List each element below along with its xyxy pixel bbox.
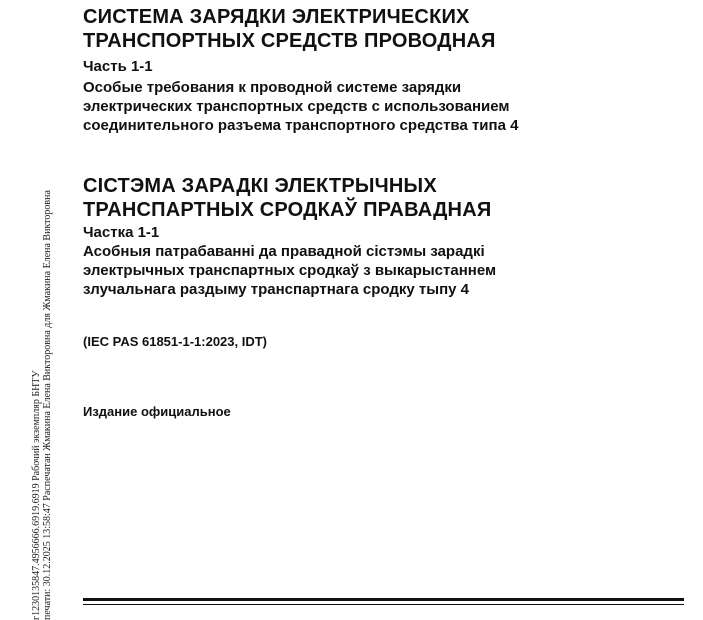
footer-divider-thick — [83, 598, 684, 601]
side-stamp-line-1: г1230135847.4956666.6919.6919 Рабочий экземпляр БНТУ — [31, 370, 42, 620]
belarusian-subtitle — [83, 242, 496, 299]
footer-divider-thin — [83, 604, 684, 605]
belarusian-title-line-2: ТРАНСПАРТНЫХ СРОДКАЎ ПРАВАДНАЯ — [83, 199, 492, 221]
russian-title-line-2: ТРАНСПОРТНЫХ СРЕДСТВ ПРОВОДНАЯ — [83, 30, 496, 52]
belarusian-title-line-1: СІСТЭМА ЗАРАДКІ ЭЛЕКТРЫЧНЫХ — [83, 175, 437, 197]
belarusian-subtitle-line-2: электрычных транспартных сродкаў з выкарыстаннем — [83, 262, 497, 279]
belarusian-part-label: Частка 1-1 — [83, 224, 160, 241]
russian-title-line-1: СИСТЕМА ЗАРЯДКИ ЭЛЕКТРИЧЕСКИХ — [83, 6, 470, 28]
belarusian-subtitle-line-1: Асобныя патрабаванні да правадной сістэмы зарадкі — [83, 243, 485, 260]
russian-subtitle-line-1: Особые требования к проводной системе зарядки — [83, 79, 462, 96]
belarusian-title — [83, 174, 491, 222]
edition-label: Издание официальное — [83, 404, 231, 419]
russian-part-label: Часть 1-1 — [83, 58, 153, 75]
belarusian-subtitle-line-3: злучальнага раздыму транспартнага сродку тыпу 4 — [83, 281, 469, 298]
russian-subtitle-line-2: электрических транспортных средств с использованием — [83, 98, 510, 115]
russian-title — [83, 5, 496, 53]
russian-subtitle — [83, 78, 518, 135]
standard-reference: (IEC PAS 61851-1-1:2023, IDT) — [83, 334, 267, 349]
side-stamp-line-2: печати: 30.12.2025 13:58:47 Распечатан Жмакина Елена Викторовна для Жмакина Елена Викторовна — [42, 190, 53, 620]
russian-subtitle-line-3: соединительного разъема транспортного средства типа 4 — [83, 117, 519, 134]
